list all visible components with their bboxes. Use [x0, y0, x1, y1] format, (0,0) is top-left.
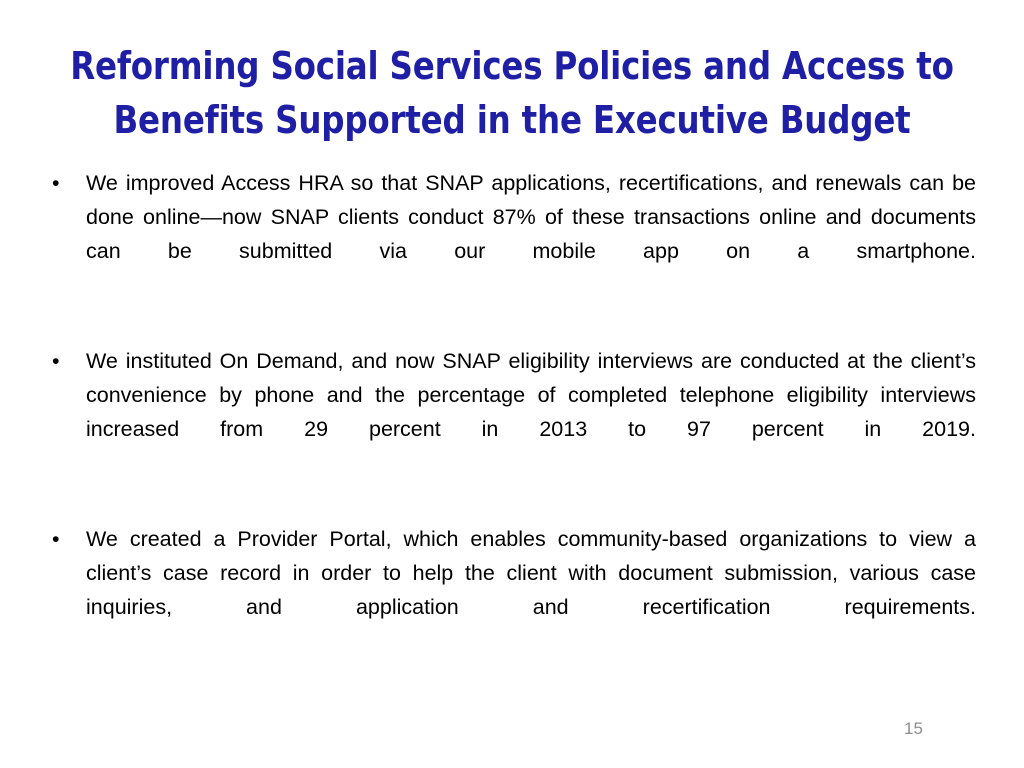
bullet-item: [48, 522, 976, 658]
slide-title: Reforming Social Services Policies and Access to Benefits Supported in the Executive Budget: [70, 44, 954, 143]
bullet-marker-icon: •: [52, 349, 60, 373]
bullet-marker-icon: •: [52, 527, 60, 551]
bullet-item: [48, 344, 976, 480]
bullet-item: [48, 166, 976, 302]
page-number: 15: [904, 719, 923, 738]
bullet-text: We improved Access HRA so that SNAP applications, recertifications, and renewals can be done online—now SNAP clients conduct 87% of these transactions online and documents can be submitted via our mobile app on a smartphone.: [86, 171, 976, 263]
bullet-text: We instituted On Demand, and now SNAP eligibility interviews are conducted at the client’s convenience by phone and the percentage of completed telephone eligibility interviews increased from 29 percent in 2013 to 97 percent in 2019.: [86, 349, 976, 441]
bullet-list: [48, 166, 976, 658]
bullet-marker-icon: •: [52, 171, 60, 195]
bullet-text: We created a Provider Portal, which enables community-based organizations to view a client’s case record in order to help the client with document submission, various case inquiries, and application and recertification requirements.: [86, 527, 976, 619]
